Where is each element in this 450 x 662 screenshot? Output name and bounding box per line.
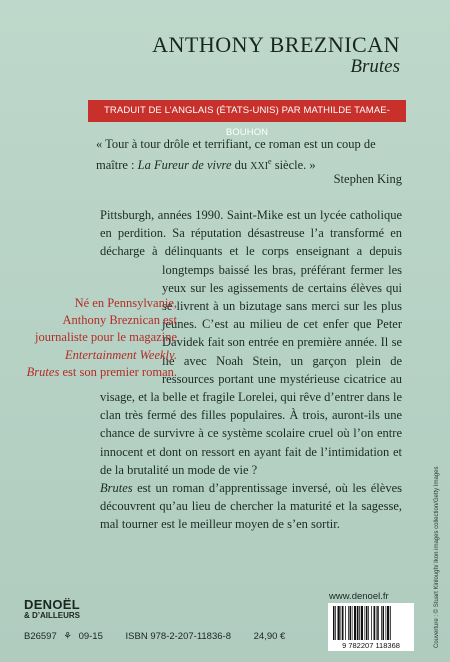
publisher-url: www.denoel.fr: [329, 591, 389, 602]
bio-book-title: Brutes: [26, 364, 60, 379]
bio-line: Brutes est son premier roman.: [26, 364, 177, 379]
book-title: Brutes: [350, 56, 400, 77]
publisher-logo: [24, 598, 80, 621]
barcode-bar: [381, 606, 382, 640]
barcode-bar: [335, 606, 336, 640]
isbn: ISBN 978-2-207-11836-8: [125, 631, 231, 642]
quote-text-start: « Tour à tour drôle et terrifiant, ce roman est un coup de maître :: [96, 137, 376, 173]
barcode-bar: [342, 606, 344, 640]
quote-text-middle: du: [231, 158, 251, 173]
barcode-bar: [345, 606, 346, 640]
barcode-bar: [374, 606, 376, 640]
barcode-bar: [386, 606, 387, 640]
barcode-bar: [376, 606, 377, 640]
barcode-bar: [341, 606, 342, 640]
barcode-bar: [368, 606, 369, 640]
barcode-bar: [348, 606, 349, 640]
barcode-bar: [383, 606, 385, 640]
barcode-bar: [333, 606, 335, 640]
barcode-bars: [332, 606, 410, 640]
quote-text-end: siècle. »: [271, 158, 316, 173]
barcode-bar: [357, 606, 359, 640]
synopsis-paragraph-1: Pittsburgh, années 1990. Saint-Mike est un lycée catholique en perdition. Sa réputation désastreuse l’a transformé en décharge à délinquants et le corps enseignant a depuis longtemps baissé les bras, préférant fermer les yeux sur les agissements de certains élèves qui se livrent à un bizutage sans merci sur les plus jeunes. C’est au milieu de cet enfer que Peter Davidek fait son entrée en première année. Il se lie avec Noah Stein, un garçon plein de ressources portant une mystérieuse cicatrice au visage, et la belle et fragile Lorelei, qui rêve d’entrer dans le clan très fermé des filles populaires. À trois, auront-ils une chance de survivre à ce système scolaire cruel où l’on entre innocent et dont on ressort en ayant fait de l’intimidation et de la brutalité un mode de vie ?: [100, 208, 402, 477]
barcode-bar: [352, 606, 353, 640]
publisher-name: DENOËL: [24, 597, 80, 612]
barcode-bar: [361, 606, 363, 640]
bio-line: Anthony Breznican est: [62, 313, 177, 328]
synopsis-paragraph-2: Brutes est un roman d’apprentissage inversé, où les élèves découvrent qu’au lieu de chercher la maturité et la sagesse, mal tourner est le meilleur moyen de s’en sortir.: [100, 481, 402, 532]
barcode-bar: [354, 606, 356, 640]
barcode-bar: [387, 606, 389, 640]
barcode-number: 9 782207 118368: [342, 641, 400, 650]
barcode: [328, 603, 414, 651]
barcode-bar: [377, 606, 379, 640]
author-name: ANTHONY BREZNICAN: [152, 32, 400, 57]
barcode-bar: [366, 606, 368, 640]
quote-century-suffix: e: [268, 157, 272, 166]
print-date: 09-15: [78, 631, 103, 642]
review-quote: [96, 136, 401, 175]
barcode-bar: [338, 606, 340, 640]
barcode-bar: [359, 606, 360, 640]
quote-work-title: La Fureur de vivre: [137, 158, 232, 173]
catalog-code: B26597: [24, 631, 57, 642]
translator-banner: TRADUIT DE L’ANGLAIS (ÉTATS-UNIS) PAR MATHILDE TAMAE-BOUHON: [88, 100, 406, 122]
bio-line: Né en Pennsylvanie,: [74, 296, 177, 310]
price: 24,90 €: [253, 631, 286, 642]
publisher-collection: & D’AILLEURS: [24, 611, 80, 620]
quote-author: Stephen King: [333, 172, 402, 186]
bio-line: journaliste pour le magazine: [35, 330, 177, 345]
bio-magazine: Entertainment Weekly.: [64, 347, 177, 362]
catalog-line: [24, 631, 285, 642]
barcode-bar: [390, 606, 391, 640]
cover-credit: Couverture : © Stuart Kinlough/ Ikon images collection/Getty Images: [434, 466, 440, 648]
author-bio: [0, 295, 177, 381]
barcode-bar: [371, 606, 372, 640]
barcode-bar: [365, 606, 366, 640]
recycle-mark-icon: ⚘: [63, 631, 72, 642]
synopsis-book-title: Brutes: [100, 481, 133, 496]
barcode-bar: [350, 606, 352, 640]
quote-century: XXI: [250, 161, 269, 173]
